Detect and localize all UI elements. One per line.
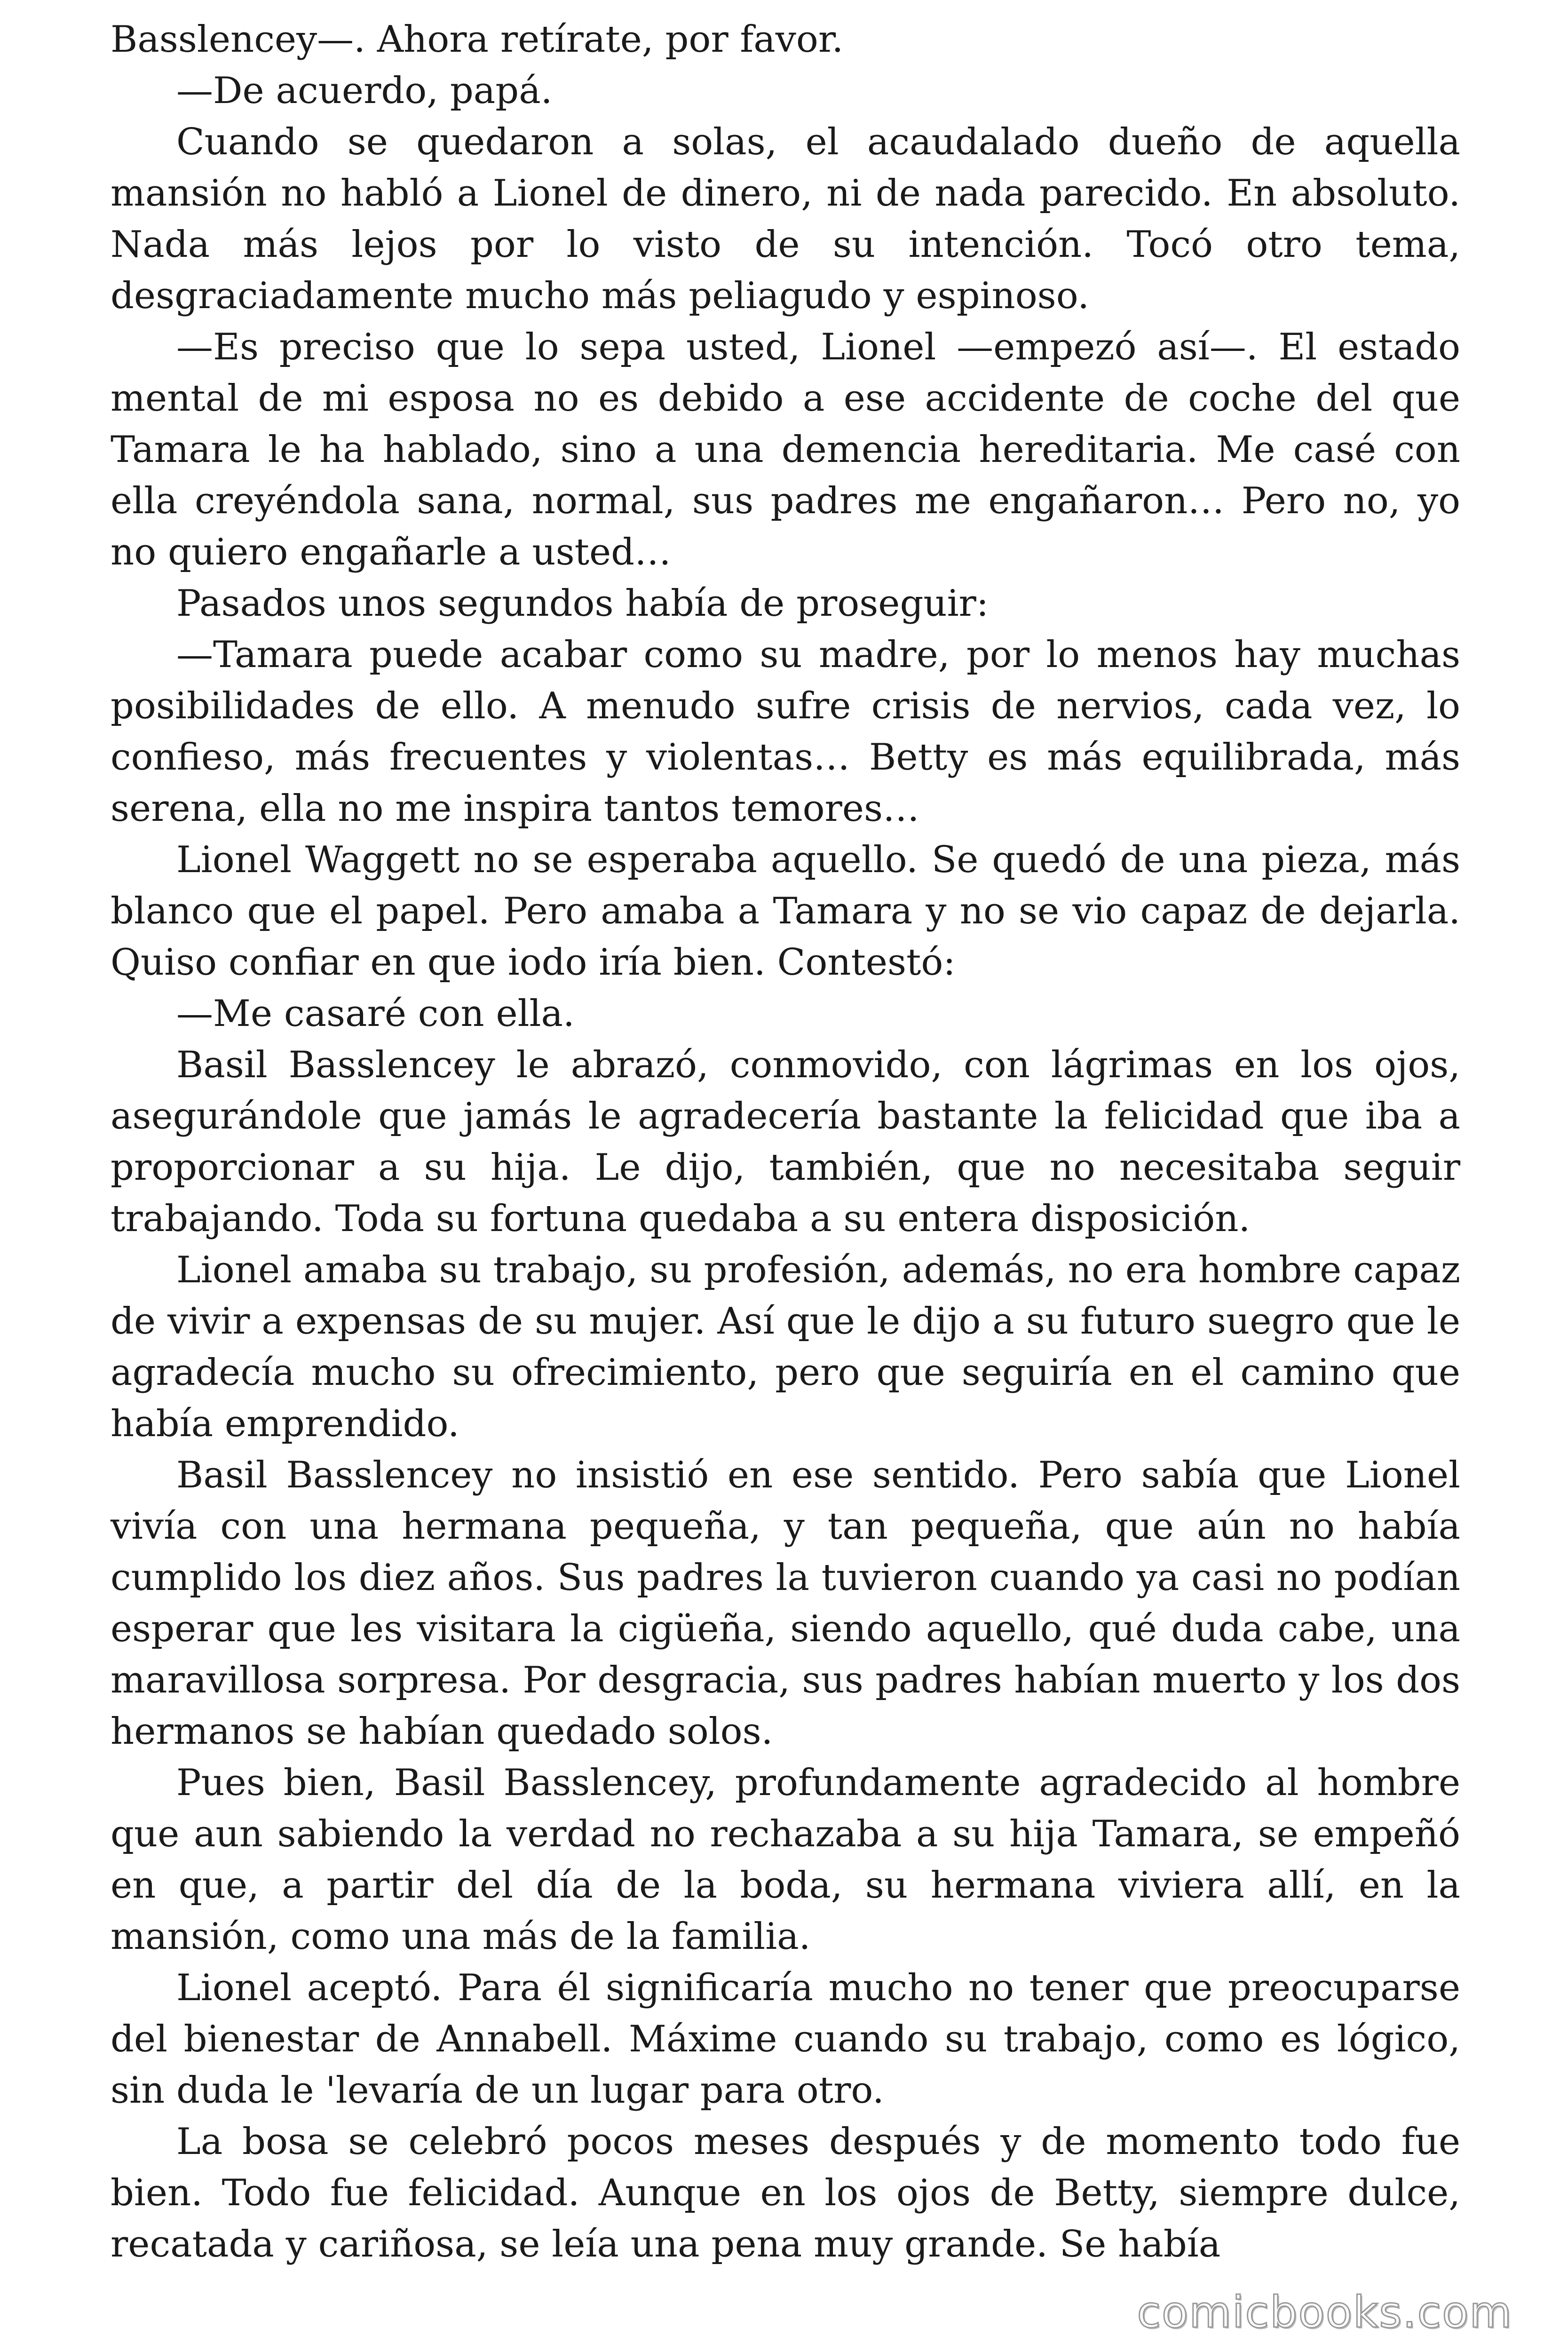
paragraph: Lionel aceptó. Para él significaría mucho no tener que preocuparse del bienestar de Annabell. Máxime cuando su trabajo, como es lógico, sin duda le 'levaría de un lugar para otro.: [111, 1967, 1460, 2112]
paragraph: Basil Basslencey no insistió en ese sentido. Pero sabía que Lionel vivía con una hermana pequeña, y tan pequeña, que aún no había cumplido los diez años. Sus padres la tuvieron cuando ya casi no podían esperar que les visitara la cigüeña, siendo aquello, qué duda cabe, una maravillosa sorpresa. Por desgracia, sus padres habían muerto y los dos hermanos se habían quedado solos.: [111, 1454, 1460, 1753]
paragraph: La bosa se celebró pocos meses después y de momento todo fue bien. Todo fue felicidad. Aunque en los ojos de Betty, siempre dulce, recatada y cariñosa, se leía una pena muy grande. Se había: [111, 2121, 1460, 2265]
paragraph: Cuando se quedaron a solas, el acaudalado dueño de aquella mansión no habló a Lionel de dinero, ni de nada parecido. En absoluto. Nada más lejos por lo visto de su intención. Tocó otro tema, desgraciadamente mucho más peliagudo y espinoso.: [111, 121, 1460, 317]
watermark: comicbooks.com: [1137, 2287, 1513, 2337]
paragraph: Basil Basslencey le abrazó, conmovido, con lágrimas en los ojos, asegurándole que jamás le agradecería bastante la felicidad que iba a proporcionar a su hija. Le dijo, también, que no necesitaba seguir trabajando. Toda su fortuna quedaba a su entera disposición.: [111, 1044, 1460, 1240]
paragraph: Pasados unos segundos había de proseguir:: [176, 582, 989, 625]
paragraph: —De acuerdo, papá.: [176, 70, 553, 112]
paragraph: Lionel amaba su trabajo, su profesión, además, no era hombre capaz de vivir a expensas de su mujer. Así que le dijo a su futuro suegro que le agradecía mucho su ofrecimiento, pero que seguiría en el camino que había emprendido.: [111, 1249, 1460, 1445]
page-text: [111, 14, 1460, 2270]
paragraph: Pues bien, Basil Basslencey, profundamente agradecido al hombre que aun sabiendo la verdad no rechazaba a su hija Tamara, se empeñó en que, a partir del día de la boda, su hermana viviera allí, en la mansión, como una más de la familia.: [111, 1762, 1460, 1958]
paragraph: —Me casaré con ella.: [176, 993, 575, 1035]
paragraph: Lionel Waggett no se esperaba aquello. Se quedó de una pieza, más blanco que el papel. Pero amaba a Tamara y no se vio capaz de dejarla. Quiso confiar en que iodo iría bien. Contestó:: [111, 839, 1460, 984]
paragraph: Basslencey—. Ahora retírate, por favor.: [111, 18, 844, 61]
paragraph: —Tamara puede acabar como su madre, por lo menos hay muchas posibilidades de ello. A menudo sufre crisis de nervios, cada vez, lo confieso, más frecuentes y violentas… Betty es más equilibrada, más serena, ella no me inspira tantos temores…: [111, 634, 1460, 830]
paragraph: —Es preciso que lo sepa usted, Lionel —empezó así—. El estado mental de mi esposa no es debido a ese accidente de coche del que Tamara le ha hablado, sino a una demencia hereditaria. Me casé con ella creyéndola sana, normal, sus padres me engañaron… Pero no, yo no quiero engañarle a usted…: [111, 326, 1460, 573]
